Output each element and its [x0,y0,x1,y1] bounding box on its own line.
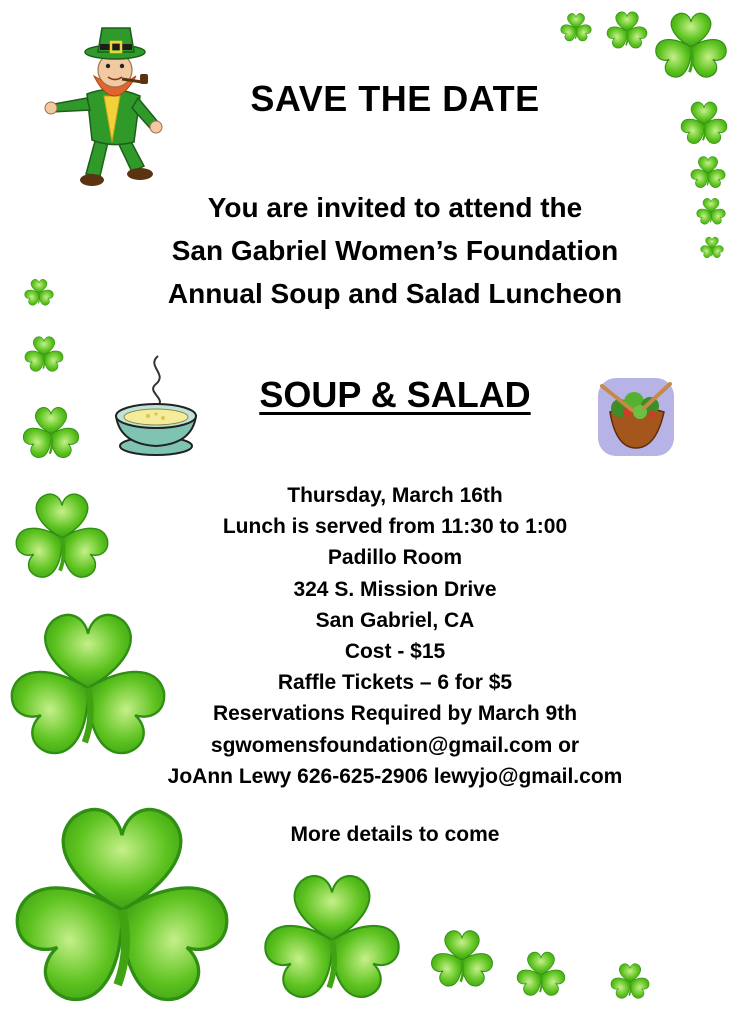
event-details [0,480,745,792]
detail-street: 324 S. Mission Drive [293,577,497,601]
shamrock-icon [606,10,648,52]
shamrock-icon [24,335,64,375]
salad-bowl-icon [594,368,680,458]
detail-time: Lunch is served from 11:30 to 1:00 [222,515,568,539]
more-details-note: More details to come [290,823,500,846]
shamrock-icon [654,10,728,84]
shamrock-icon [560,12,592,44]
invitation-text [0,186,745,315]
shamrock-icon [516,950,566,1000]
invitation-line: You are invited to attend the [207,192,583,223]
detail-contact: JoAnn Lewy 626-625-2906 lewyjo@gmail.com [167,764,623,788]
invitation-line: San Gabriel Women’s Foundation [171,235,619,266]
detail-reservations: Reservations Required by March 9th [212,702,578,726]
detail-date: Thursday, March 16th [287,484,503,507]
detail-raffle: Raffle Tickets – 6 for $5 [277,671,513,695]
shamrock-icon [610,962,650,1002]
invitation-line: Annual Soup and Salad Luncheon [167,278,623,309]
shamrock-icon [430,928,494,992]
page-title: SAVE THE DATE [250,78,540,119]
detail-cost: Cost - $15 [344,640,446,664]
detail-city: San Gabriel, CA [315,608,475,632]
detail-room: Padillo Room [327,546,463,570]
detail-email: sgwomensfoundation@gmail.com or [210,733,580,757]
event-name: SOUP & SALAD [259,374,531,415]
shamrock-icon [262,870,402,1010]
